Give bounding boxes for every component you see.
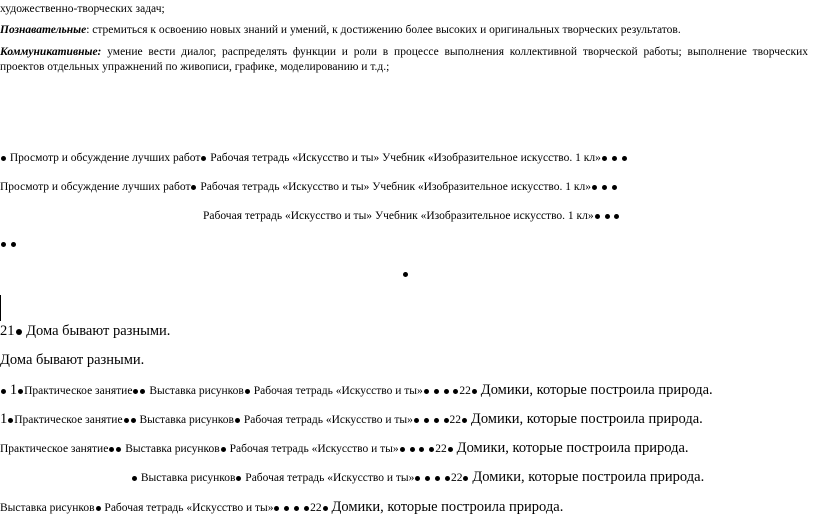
bullet-icon <box>201 156 206 161</box>
bullet-icon <box>284 506 289 511</box>
workbook-text: Рабочая тетрадь «Искусство и ты» <box>243 414 413 426</box>
bullet-icon <box>221 447 226 452</box>
lesson-nature-line-4 <box>131 468 704 486</box>
practical-text: Практическое занятие <box>24 385 133 397</box>
lesson-nature-line-1 <box>0 381 713 399</box>
bullet-icon <box>1 389 6 394</box>
exhibition-text: Выставка рисунков <box>149 385 244 397</box>
text-cursor-bar <box>0 295 1 321</box>
cognitive-label: Познавательные <box>0 24 87 36</box>
bullet-icon <box>448 447 453 452</box>
lesson-nature-text: Домики, которые построила природа. <box>480 382 713 398</box>
workbook-text: Рабочая тетрадь «Искусство и ты» <box>210 152 380 164</box>
bullet-icon <box>11 242 16 247</box>
bullet-icon <box>16 329 22 335</box>
bullet-icon <box>419 447 424 452</box>
bullet-icon <box>191 185 196 190</box>
cognitive-text: : стремиться к освоению новых знаний и умений, к достижению более высоких и оригинальных творческих результатов. <box>86 24 681 36</box>
lesson-nature-line-5 <box>0 498 563 516</box>
bullet-icon <box>425 476 430 481</box>
workbook-text: Рабочая тетрадь «Искусство и ты» <box>203 210 373 222</box>
bullet-pair <box>0 237 17 251</box>
activity-review-text: Просмотр и обсуждение лучших работ <box>0 181 191 193</box>
lesson-nature-text: Домики, которые построила природа. <box>472 469 705 485</box>
bullet-icon <box>602 185 607 190</box>
bullet-icon <box>415 476 420 481</box>
bullet-icon <box>444 418 449 423</box>
bullet-icon <box>453 389 458 394</box>
practical-text: Практическое занятие <box>14 414 123 426</box>
number-21: 21 <box>0 323 15 339</box>
bullet-icon <box>612 156 617 161</box>
bullet-icon <box>1 242 6 247</box>
textbook-text: Учебник «Изобразительное искусство. 1 кл» <box>372 181 591 193</box>
bullet-icon <box>429 447 434 452</box>
lesson-nature-text: Домики, которые построила природа. <box>470 411 703 427</box>
bullet-icon <box>131 418 136 423</box>
bullet-icon <box>434 389 439 394</box>
bullet-icon <box>133 389 138 394</box>
workbook-text: Рабочая тетрадь «Искусство и ты» <box>245 472 415 484</box>
bullet-icon <box>445 476 450 481</box>
workbook-text: Рабочая тетрадь «Искусство и ты» <box>253 385 423 397</box>
number-22: 22 <box>435 443 447 455</box>
lesson-houses-line-2 <box>0 351 144 369</box>
number-22: 22 <box>459 385 471 397</box>
bullet-icon <box>592 185 597 190</box>
bullet-icon <box>622 156 627 161</box>
bullet-icon <box>463 476 468 481</box>
bullet-icon <box>124 418 129 423</box>
lesson-houses-text: Дома бывают разными. <box>26 323 171 339</box>
practical-text: Практическое занятие <box>0 443 109 455</box>
exhibition-text: Выставка рисунков <box>0 502 95 514</box>
bullet-icon <box>400 447 405 452</box>
activity-line-3 <box>203 209 620 223</box>
bullet-icon <box>403 272 408 277</box>
bullet-icon <box>434 418 439 423</box>
number-22: 22 <box>450 472 463 484</box>
bullet-icon <box>304 506 309 511</box>
bullet-icon <box>462 418 467 423</box>
bullet-icon <box>116 447 121 452</box>
bullet-icon <box>245 389 250 394</box>
lesson-nature-text: Домики, которые построила природа. <box>331 499 564 515</box>
bullet-icon <box>605 214 610 219</box>
bullet-icon <box>8 418 13 423</box>
workbook-text: Рабочая тетрадь «Искусство и ты» <box>104 502 274 514</box>
lesson-houses-line-1 <box>0 322 170 340</box>
bullet-icon <box>424 389 429 394</box>
bullet-icon <box>602 156 607 161</box>
bullet-icon <box>614 214 619 219</box>
bullet-icon <box>96 506 101 511</box>
bullet-icon <box>294 506 299 511</box>
bullet-icon <box>435 476 440 481</box>
textbook-text: Учебник «Изобразительное искусство. 1 кл» <box>382 152 601 164</box>
bullet-icon <box>1 156 6 161</box>
number-22: 22 <box>449 414 462 426</box>
exhibition-text: Выставка рисунков <box>139 414 234 426</box>
activity-line-1 <box>0 151 628 165</box>
textbook-text: Учебник «Изобразительное искусство. 1 кл» <box>374 210 594 222</box>
lesson-houses-text: Дома бывают разными. <box>0 352 145 368</box>
exhibition-text: Выставка рисунков <box>140 472 236 484</box>
bullet-icon <box>410 447 415 452</box>
bullet-icon <box>444 389 449 394</box>
cognitive-paragraph <box>0 23 808 38</box>
bullet-icon <box>595 214 600 219</box>
communicative-text: умение вести диалог, распределять функции и роли в процессе выполнения коллективной творческой работы; выполнение творческих проектов отдельных упражнений по живописи, графике, моделированию и т.д.; <box>0 46 808 73</box>
bullet-icon <box>140 389 145 394</box>
number-1: 1 <box>0 411 8 427</box>
bullet-icon <box>414 418 419 423</box>
bullet-single <box>402 267 409 281</box>
bullet-icon <box>132 476 137 481</box>
workbook-text: Рабочая тетрадь «Искусство и ты» <box>229 443 399 455</box>
communicative-label: Коммуникативные: <box>0 46 102 58</box>
lesson-nature-line-3 <box>0 439 689 457</box>
bullet-icon <box>235 418 240 423</box>
bullet-icon <box>18 389 23 394</box>
activity-review-text: Просмотр и обсуждение лучших работ <box>9 152 201 164</box>
bullet-icon <box>323 506 328 511</box>
lesson-nature-text: Домики, которые построила природа. <box>456 440 689 456</box>
activity-line-2 <box>0 180 618 194</box>
number-22: 22 <box>310 502 322 514</box>
header-fragment: художественно-творческих задач; <box>0 3 165 15</box>
bullet-icon <box>424 418 429 423</box>
bullet-icon <box>274 506 279 511</box>
bullet-icon <box>236 476 241 481</box>
communicative-paragraph <box>0 45 808 75</box>
bullet-icon <box>612 185 617 190</box>
number-1: 1 <box>9 382 18 398</box>
exhibition-text: Выставка рисунков <box>125 443 220 455</box>
lesson-nature-line-2 <box>0 410 703 428</box>
bullet-icon <box>109 447 114 452</box>
bullet-icon <box>472 389 477 394</box>
workbook-text: Рабочая тетрадь «Искусство и ты» <box>200 181 370 193</box>
